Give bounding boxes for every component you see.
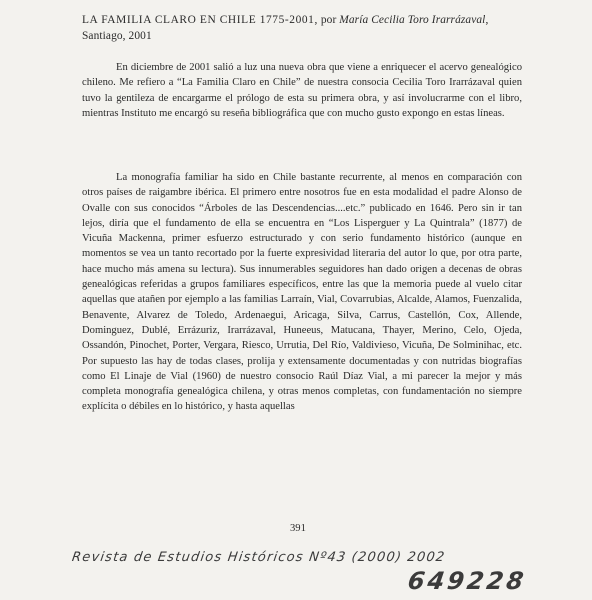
handwritten-citation: Revista de Estudios Históricos Nº43 (2000) 2002 [70, 550, 447, 565]
paragraph-intro: En diciembre de 2001 salió a luz una nueva obra que viene a enriquecer el acervo genealógico chileno. Me refiero a “La Familia Claro en Chile” de nuestra consocia Cecilia Toro Irarrázaval quien tuvo la gentileza de encargarme el prólogo de esta su primera obra, y así involucrarme con el libro, mientras Instituto me encargó su reseña bibliográfica que con mucho gusto expongo en estas líneas. [82, 62, 522, 119]
paragraph-monograph: La monografía familiar ha sido en Chile bastante recurrente, al menos en comparación con otros países de raigambre ibérica. El primero entre nosotros fue en esta modalidad el padre Alonso de Ovalle con sus conocidos “Árboles de las Descendencias....etc.” publicado en 1646. Pero sin ir tan lejos, diría que el fundamento de ella se encuentra en “Los Lisperguer y La Quintrala” (1877) de Vicuña Mackenna, primer esfuerzo estructurado y con serio fundamento histórico (aunque en momentos se vea un tanto recortado por la fuerte expresividad literaria del autor lo que, por otra parte, hace mucho más amena su lectura). Sus innumerables seguidores han dado origen a decenas de obras genealógicas referidas a grupos familiares específicos, entre las que la memoria puede al vuelo citar aquellas que atañen por ejemplo a las familias Larraín, Vial, Covarrubias, Alcalde, Alamos, Fuenzalida, Benavente, Alvarez de Toledo, Ardenaegui, Aricaga, Silva, Carrus, Castellón, Cox, Allende, Dominguez, Dublé, Errázuriz, Irarrázaval, Huneeus, Matucana, Thayer, Merino, Celo, Ojeda, Ossandón, Pinochet, Porter, Vergara, Riesco, Urrutia, Del Río, Valdivieso, Vicuña, De Solminihac, etc. Por supuesto las hay de todas clases, prolija y extensamente documentadas y con nutridas biografías como El Linaje de Vial (1960) de nuestro consocio Raúl Díaz Vial, a mi parecer la mejor y más completa monografía genealógica chilena, y otras menos completas, con fundamentación no siempre explícita o débiles en lo histórico, y hasta aquellas [82, 172, 522, 413]
author-name: María Cecilia Toro Irarrázaval [339, 14, 486, 26]
page-number: 391 [290, 523, 306, 534]
handwritten-catalog-number: 649228 [406, 567, 529, 595]
place-year: , Santiago, 2001 [82, 14, 489, 42]
byline-prefix: por [320, 14, 337, 26]
review-heading [82, 12, 522, 44]
book-title: LA FAMILIA CLARO EN CHILE 1775-2001, [82, 14, 318, 26]
